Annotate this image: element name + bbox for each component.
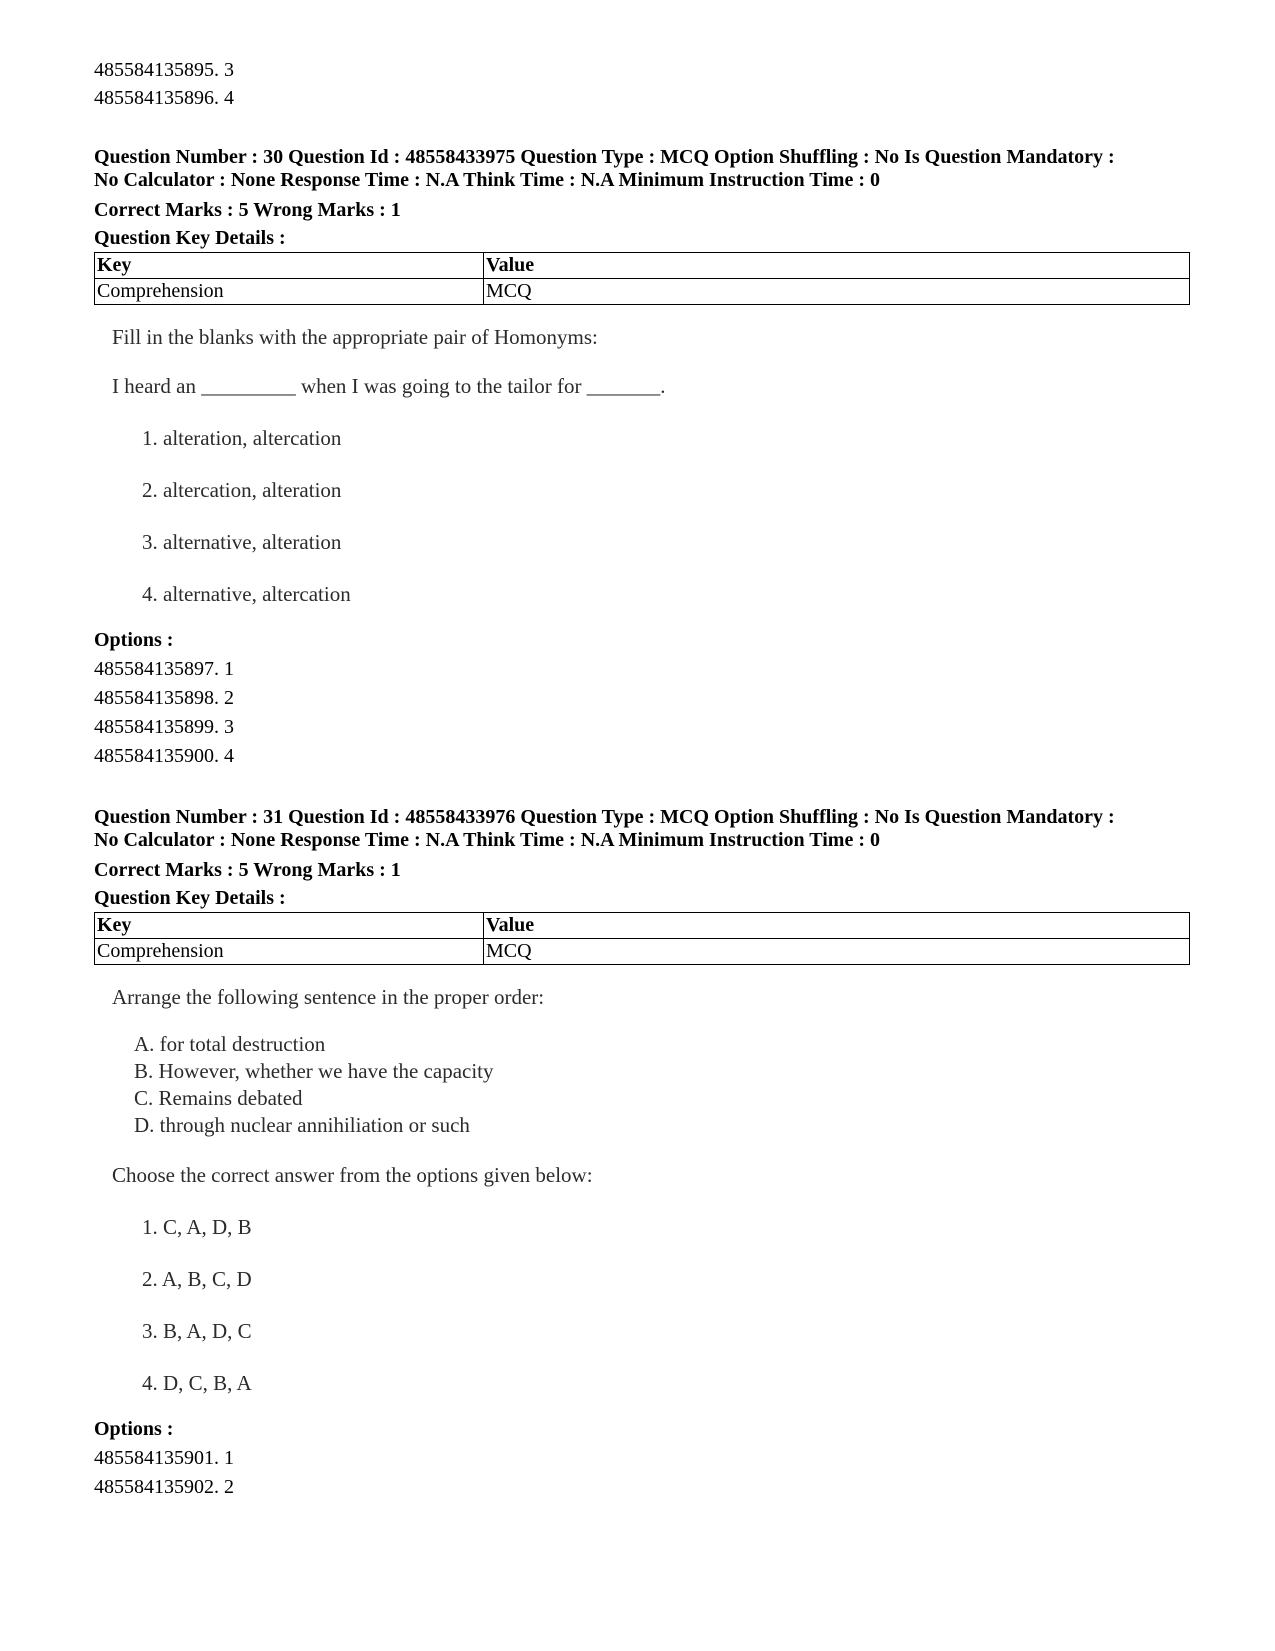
option-line: 485584135898. 2 xyxy=(94,687,234,709)
question-marks: Correct Marks : 5 Wrong Marks : 1 xyxy=(94,199,401,221)
table-header-value: Value xyxy=(484,913,1190,939)
choice-item: 2. A, B, C, D xyxy=(142,1267,252,1291)
question-content xyxy=(94,323,1190,608)
question-key-table xyxy=(94,252,1190,305)
options-label: Options : xyxy=(94,629,174,651)
choice-item: 1. alteration, altercation xyxy=(142,426,342,450)
table-cell-key: Comprehension xyxy=(95,279,484,305)
prev-options-list xyxy=(94,56,234,112)
table-cell-value: MCQ xyxy=(484,279,1190,305)
option-line: 485584135899. 3 xyxy=(94,716,234,738)
question-sentence: I heard an _________ when I was going to the tailor for _______. xyxy=(112,374,666,398)
option-line: 485584135895. 3 xyxy=(94,59,234,81)
option-line: 485584135896. 4 xyxy=(94,87,234,109)
sentence-part: D. through nuclear annihiliation or such xyxy=(134,1113,470,1137)
choice-item: 3. alternative, alteration xyxy=(142,530,342,554)
choice-item: 3. B, A, D, C xyxy=(142,1319,252,1343)
question-instruction: Choose the correct answer from the options given below: xyxy=(112,1163,593,1187)
question-content xyxy=(94,983,1190,1397)
sentence-parts xyxy=(94,1031,1190,1139)
option-line: 485584135900. 4 xyxy=(94,745,234,767)
option-line: 485584135897. 1 xyxy=(94,658,234,680)
question-prompt: Fill in the blanks with the appropriate pair of Homonyms: xyxy=(112,325,598,349)
option-line: 485584135902. 2 xyxy=(94,1476,234,1498)
question-block-31 xyxy=(94,806,1190,1502)
sentence-part: C. Remains debated xyxy=(134,1086,303,1110)
sentence-part: A. for total destruction xyxy=(134,1032,326,1056)
table-cell-key: Comprehension xyxy=(95,939,484,965)
table-header-value: Value xyxy=(484,253,1190,279)
choice-item: 4. alternative, altercation xyxy=(142,582,351,606)
question-meta-line1: Question Number : 30 Question Id : 48558433975 Question Type : MCQ Option Shuffling : No Is Question Mandatory : xyxy=(94,146,1115,168)
question-meta-line2: No Calculator : None Response Time : N.A Think Time : N.A Minimum Instruction Time : 0 xyxy=(94,169,880,191)
question-key-details-label: Question Key Details : xyxy=(94,227,286,249)
table-header-key: Key xyxy=(95,253,484,279)
question-meta-line1: Question Number : 31 Question Id : 48558433976 Question Type : MCQ Option Shuffling : No Is Question Mandatory : xyxy=(94,806,1115,828)
question-meta-line2: No Calculator : None Response Time : N.A Think Time : N.A Minimum Instruction Time : 0 xyxy=(94,829,880,851)
question-block-30 xyxy=(94,146,1190,771)
question-marks: Correct Marks : 5 Wrong Marks : 1 xyxy=(94,859,401,881)
table-header-key: Key xyxy=(95,913,484,939)
option-line: 485584135901. 1 xyxy=(94,1447,234,1469)
choice-item: 2. altercation, alteration xyxy=(142,478,342,502)
question-key-details-label: Question Key Details : xyxy=(94,887,286,909)
choice-item: 4. D, C, B, A xyxy=(142,1371,252,1395)
options-label: Options : xyxy=(94,1418,174,1440)
options-list xyxy=(94,626,1190,771)
sentence-part: B. However, whether we have the capacity xyxy=(134,1059,494,1083)
options-list xyxy=(94,1415,1190,1502)
table-cell-value: MCQ xyxy=(484,939,1190,965)
question-key-table xyxy=(94,912,1190,965)
choice-item: 1. C, A, D, B xyxy=(142,1215,252,1239)
question-prompt: Arrange the following sentence in the proper order: xyxy=(112,985,545,1009)
